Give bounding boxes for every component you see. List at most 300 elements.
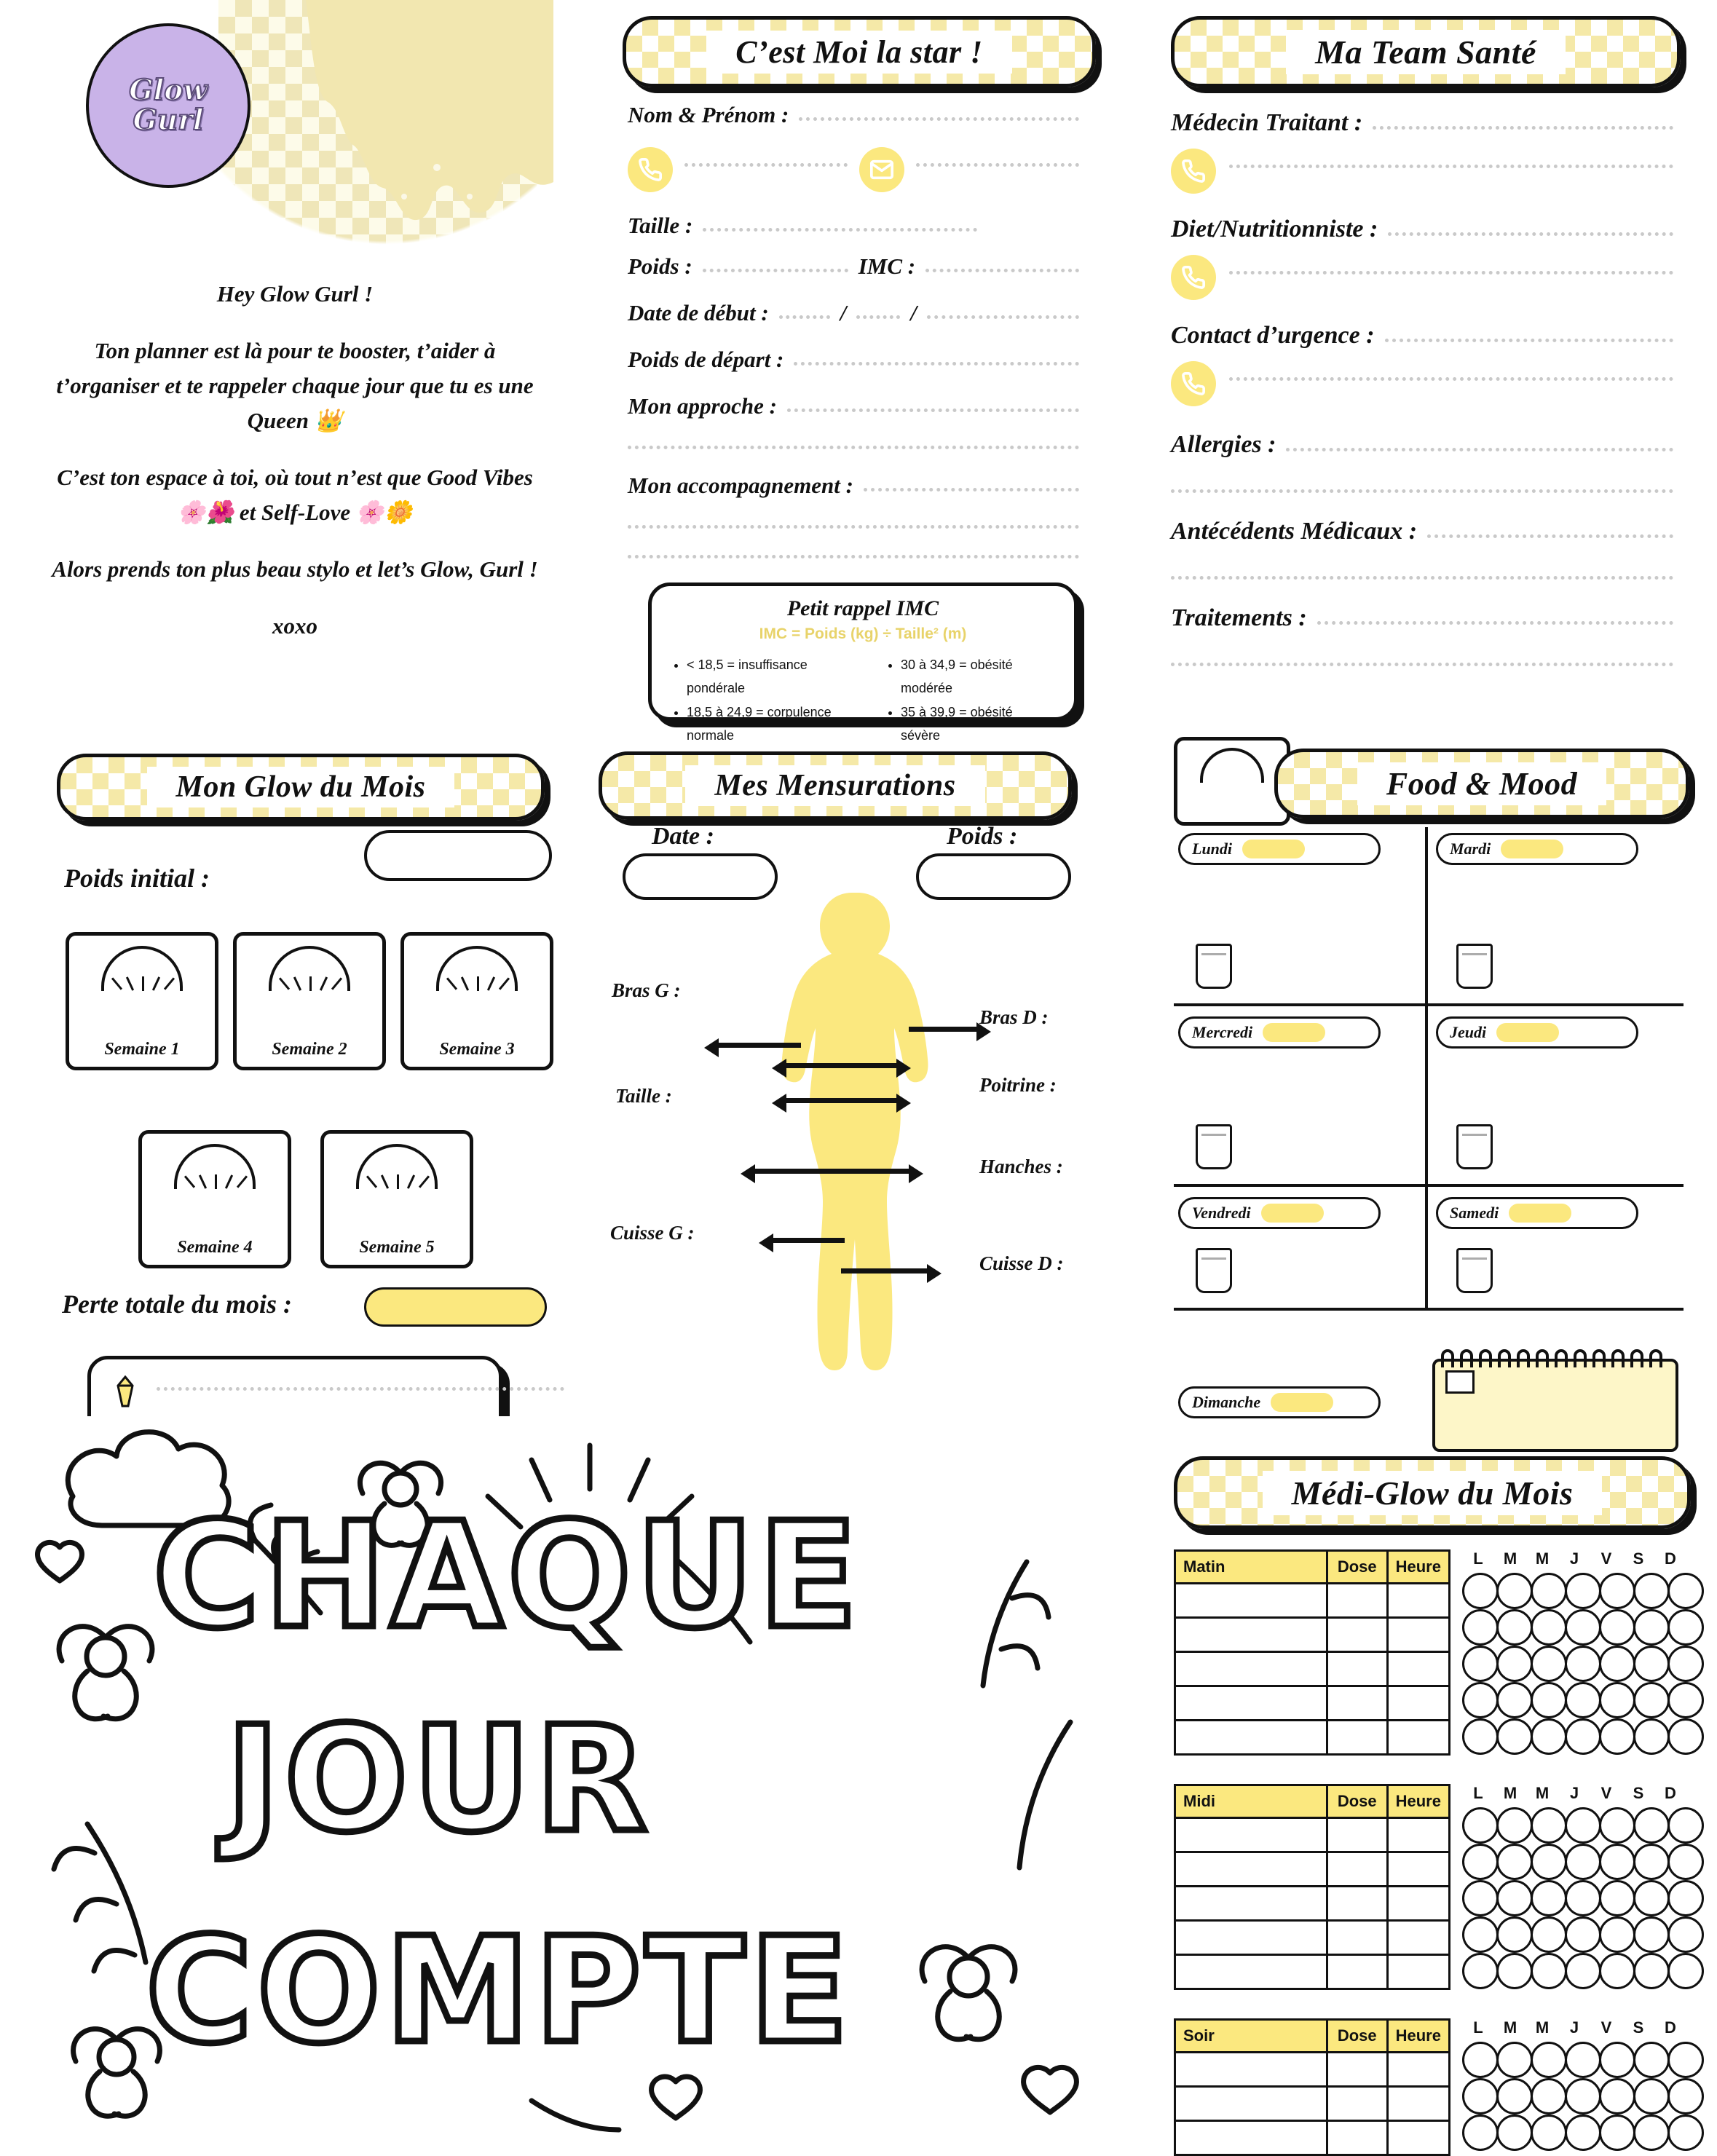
input-contact-urgence[interactable]	[1385, 339, 1673, 342]
team-form	[1171, 109, 1673, 666]
day-checkbox[interactable]	[1667, 2078, 1704, 2114]
label-imc: IMC :	[858, 253, 916, 279]
cell-name[interactable]	[1175, 1955, 1327, 1989]
field-traitements[interactable]	[1171, 604, 1673, 632]
field-contact-urgence[interactable]	[1171, 322, 1673, 350]
water-glass-icon[interactable]	[1196, 1248, 1232, 1293]
table-row[interactable]	[1175, 1955, 1450, 1989]
table-row[interactable]	[1175, 1686, 1450, 1721]
medi-midi-days[interactable]	[1462, 1784, 1702, 1989]
cell-heure[interactable]	[1387, 1921, 1449, 1955]
input-email[interactable]	[916, 163, 1079, 167]
day-checkbox[interactable]	[1496, 1718, 1533, 1755]
date-separator-2: /	[910, 300, 917, 325]
table-row[interactable]	[1175, 1818, 1450, 1852]
scale-week-4-label: Semaine 4	[177, 1238, 253, 1257]
scale-week-3[interactable]	[400, 932, 553, 1070]
day-checkbox[interactable]	[1462, 1844, 1499, 1880]
day-checkbox[interactable]	[1667, 1573, 1704, 1609]
phone-icon[interactable]	[1171, 255, 1216, 300]
scale-dial-icon	[436, 946, 518, 991]
day-checkbox[interactable]	[1531, 2114, 1567, 2151]
day-checkbox[interactable]	[1633, 1718, 1670, 1755]
day-chip-samedi[interactable]	[1436, 1197, 1638, 1229]
day-checkbox[interactable]	[1633, 1682, 1670, 1718]
cell-name[interactable]	[1175, 2087, 1327, 2121]
day-checkbox[interactable]	[1462, 1953, 1499, 1989]
scale-week-1-label: Semaine 1	[104, 1040, 180, 1059]
input-mon-approche-line-2[interactable]	[628, 446, 1079, 449]
arrow-cuisse-gauche	[772, 1238, 845, 1243]
day-checkbox[interactable]	[1667, 1646, 1704, 1682]
day-checkbox[interactable]	[1565, 1573, 1601, 1609]
day-letter-l: L	[1473, 1784, 1483, 1802]
day-checkbox[interactable]	[1531, 1880, 1567, 1916]
day-checkbox[interactable]	[1462, 1807, 1499, 1844]
day-checkbox[interactable]	[1496, 1646, 1533, 1682]
field-nom-prenom[interactable]	[628, 102, 1079, 128]
day-checkbox[interactable]	[1667, 1844, 1704, 1880]
arrow-poitrine	[785, 1063, 898, 1068]
cell-dose[interactable]	[1327, 2121, 1387, 2155]
day-checkbox[interactable]	[1667, 1953, 1704, 1989]
medi-table-matin[interactable]	[1174, 1549, 1450, 1756]
cell-dose[interactable]	[1327, 2087, 1387, 2121]
day-checkbox[interactable]	[1599, 1646, 1635, 1682]
medi-soir-header: Soir	[1175, 2020, 1327, 2053]
day-checkbox[interactable]	[1565, 2114, 1601, 2151]
day-checkbox[interactable]	[1496, 1573, 1533, 1609]
cell-heure[interactable]	[1387, 2087, 1449, 2121]
scale-week-5[interactable]	[320, 1130, 473, 1268]
input-date-month[interactable]	[856, 315, 900, 319]
imc-left-item-2: • 18,5 à 24,9 = corpulence normale	[687, 700, 867, 748]
checkbox-row[interactable]	[1462, 1953, 1702, 1989]
table-row[interactable]	[1175, 2053, 1450, 2087]
input-imc[interactable]	[925, 269, 1079, 272]
glow-du-mois-title: Mon Glow du Mois	[147, 767, 455, 807]
label-mon-approche: Mon approche :	[628, 393, 777, 419]
day-checkbox[interactable]	[1531, 1646, 1567, 1682]
imc-right-item-2: • 35 à 39,9 = obésité sévère	[901, 700, 1055, 748]
cell-heure[interactable]	[1387, 1852, 1449, 1887]
input-medecin-traitant[interactable]	[1373, 126, 1673, 130]
label-cuisse-gauche: Cuisse G :	[610, 1222, 695, 1244]
day-checkbox[interactable]	[1531, 1807, 1567, 1844]
day-input-mercredi[interactable]	[1263, 1023, 1325, 1042]
day-checkbox[interactable]	[1531, 1916, 1567, 1953]
input-allergies[interactable]	[1286, 448, 1673, 451]
cell-dose[interactable]	[1327, 2053, 1387, 2087]
day-label-mercredi: Mercredi	[1192, 1023, 1253, 1041]
day-checkbox[interactable]	[1496, 1916, 1533, 1953]
input-traitements-line-2[interactable]	[1171, 663, 1673, 666]
label-poids-depart: Poids de départ :	[628, 347, 784, 372]
day-checkbox[interactable]	[1531, 1573, 1567, 1609]
day-checkbox[interactable]	[1667, 1807, 1704, 1844]
cell-name[interactable]	[1175, 2121, 1327, 2155]
cell-heure[interactable]	[1387, 2053, 1449, 2087]
label-nom-prenom: Nom & Prénom :	[628, 102, 789, 127]
day-input-jeudi[interactable]	[1496, 1023, 1559, 1042]
input-traitements[interactable]	[1317, 621, 1673, 625]
input-diet-nutritionniste[interactable]	[1388, 232, 1673, 236]
day-label-lundi: Lundi	[1192, 840, 1233, 858]
day-checkbox[interactable]	[1565, 1880, 1601, 1916]
scale-week-5-label: Semaine 5	[359, 1238, 435, 1257]
day-checkbox[interactable]	[1599, 1953, 1635, 1989]
mail-icon[interactable]	[859, 147, 904, 192]
checkbox-row[interactable]	[1462, 1807, 1702, 1844]
table-row[interactable]	[1175, 1584, 1450, 1618]
input-phone[interactable]	[684, 163, 848, 167]
logo-line-2: Gurl	[133, 103, 204, 137]
cell-heure[interactable]	[1387, 1955, 1449, 1989]
cell-dose[interactable]	[1327, 1652, 1387, 1686]
label-bras-gauche: Bras G :	[612, 979, 681, 1001]
day-checkbox[interactable]	[1496, 1880, 1533, 1916]
day-checkbox[interactable]	[1667, 1916, 1704, 1953]
logo-badge	[86, 23, 250, 188]
poster-line-3: COMPTE	[146, 1906, 853, 2076]
perte-totale-label: Perte totale du mois :	[62, 1290, 292, 1319]
day-checkbox[interactable]	[1633, 2078, 1670, 2114]
day-checkbox[interactable]	[1633, 1807, 1670, 1844]
input-nom-prenom[interactable]	[799, 117, 1079, 121]
scale-week-3-label: Semaine 3	[439, 1040, 515, 1059]
cell-name[interactable]	[1175, 1887, 1327, 1921]
table-row[interactable]	[1175, 1652, 1450, 1686]
field-poids-imc[interactable]	[628, 253, 1079, 280]
day-checkbox[interactable]	[1462, 1573, 1499, 1609]
day-checkbox[interactable]	[1633, 1880, 1670, 1916]
day-checkbox[interactable]	[1667, 1609, 1704, 1646]
cell-dose[interactable]	[1327, 1852, 1387, 1887]
day-checkbox[interactable]	[1633, 1844, 1670, 1880]
checkbox-row[interactable]	[1462, 1646, 1702, 1682]
day-letter-d: D	[1665, 1784, 1676, 1802]
water-glass-icon[interactable]	[1456, 944, 1493, 989]
field-date-debut[interactable]	[628, 300, 1079, 326]
day-checkbox[interactable]	[1599, 1718, 1635, 1755]
day-checkbox[interactable]	[1496, 2042, 1533, 2078]
day-checkbox[interactable]	[1599, 1880, 1635, 1916]
table-row[interactable]	[1175, 1618, 1450, 1652]
input-date-year[interactable]	[927, 315, 1079, 319]
cell-dose[interactable]	[1327, 1721, 1387, 1755]
scale-week-2[interactable]	[233, 932, 386, 1070]
medi-table-soir[interactable]	[1174, 2018, 1450, 2156]
medi-midi-header: Midi	[1175, 1785, 1327, 1818]
day-chip-lundi[interactable]	[1178, 833, 1381, 865]
day-checkbox[interactable]	[1565, 1916, 1601, 1953]
cell-heure[interactable]	[1387, 1721, 1449, 1755]
day-letter-j: J	[1569, 1784, 1579, 1802]
checkbox-row[interactable]	[1462, 2114, 1702, 2151]
cell-dose[interactable]	[1327, 1921, 1387, 1955]
water-glass-icon[interactable]	[1456, 1248, 1493, 1293]
cell-dose[interactable]	[1327, 1686, 1387, 1721]
day-checkbox[interactable]	[1599, 1573, 1635, 1609]
field-mon-accompagnement[interactable]	[628, 473, 1079, 499]
notepad-icon[interactable]	[1432, 1359, 1678, 1452]
section-banner-mensurations	[599, 751, 1072, 820]
checkbox-row[interactable]	[1462, 1573, 1702, 1609]
cell-heure[interactable]	[1387, 1618, 1449, 1652]
day-checkbox[interactable]	[1531, 2078, 1567, 2114]
day-checkbox[interactable]	[1667, 1718, 1704, 1755]
row-urgence-phone[interactable]	[1171, 361, 1673, 406]
scale-dial-icon	[101, 946, 183, 991]
day-checkbox[interactable]	[1667, 2114, 1704, 2151]
day-checkbox[interactable]	[1667, 1880, 1704, 1916]
cell-dose[interactable]	[1327, 1584, 1387, 1618]
cell-heure[interactable]	[1387, 1887, 1449, 1921]
day-checkbox[interactable]	[1599, 1916, 1635, 1953]
cell-name[interactable]	[1175, 1584, 1327, 1618]
table-row[interactable]	[1175, 1721, 1450, 1755]
cell-dose[interactable]	[1327, 1618, 1387, 1652]
scale-dial-icon	[174, 1144, 256, 1189]
day-checkbox[interactable]	[1496, 1807, 1533, 1844]
day-checkbox[interactable]	[1565, 2042, 1601, 2078]
day-checkbox[interactable]	[1462, 1916, 1499, 1953]
medi-matin-days[interactable]	[1462, 1549, 1702, 1755]
input-date-day[interactable]	[779, 315, 830, 319]
field-antecedents[interactable]	[1171, 518, 1673, 545]
day-checkbox[interactable]	[1599, 2042, 1635, 2078]
input-mon-accompagnement-line-3[interactable]	[628, 555, 1079, 558]
day-chip-jeudi[interactable]	[1436, 1016, 1638, 1049]
cell-name[interactable]	[1175, 1686, 1327, 1721]
day-checkbox[interactable]	[1565, 1807, 1601, 1844]
day-checkbox[interactable]	[1462, 1718, 1499, 1755]
table-row[interactable]	[1175, 1921, 1450, 1955]
water-glass-icon[interactable]	[1456, 1124, 1493, 1169]
day-checkbox[interactable]	[1565, 1953, 1601, 1989]
cell-name[interactable]	[1175, 1818, 1327, 1852]
day-checkbox[interactable]	[1496, 1953, 1533, 1989]
day-checkbox[interactable]	[1462, 2078, 1499, 2114]
day-checkbox[interactable]	[1565, 1646, 1601, 1682]
input-urgence-phone[interactable]	[1229, 377, 1673, 381]
label-bras-droit: Bras D :	[979, 1006, 1049, 1028]
input-mon-accompagnement-line-2[interactable]	[628, 525, 1079, 529]
day-label-mardi: Mardi	[1450, 840, 1491, 858]
body-silhouette	[743, 887, 983, 1440]
day-checkbox[interactable]	[1633, 2042, 1670, 2078]
checkbox-row[interactable]	[1462, 1718, 1702, 1755]
day-letters-header	[1462, 2018, 1702, 2037]
cell-heure[interactable]	[1387, 1686, 1449, 1721]
day-letter-s: S	[1633, 1784, 1644, 1802]
poids-initial-input[interactable]	[364, 830, 552, 881]
medi-soir-days[interactable]	[1462, 2018, 1702, 2151]
input-taille[interactable]	[703, 228, 977, 232]
day-checkbox[interactable]	[1531, 2042, 1567, 2078]
cell-heure[interactable]	[1387, 1652, 1449, 1686]
day-checkbox[interactable]	[1565, 1682, 1601, 1718]
day-chip-mercredi[interactable]	[1178, 1016, 1381, 1049]
table-row[interactable]	[1175, 2121, 1450, 2155]
water-glass-icon[interactable]	[1196, 944, 1232, 989]
day-checkbox[interactable]	[1462, 2114, 1499, 2151]
day-checkbox[interactable]	[1496, 2078, 1533, 2114]
field-poids-depart[interactable]	[628, 347, 1079, 373]
day-input-lundi[interactable]	[1242, 840, 1305, 858]
day-letter-m2: M	[1535, 1549, 1550, 1568]
section-banner-food-mood	[1274, 749, 1689, 818]
phone-icon[interactable]	[1171, 361, 1216, 406]
poster-line-1: CHAQUE	[153, 1491, 862, 1661]
section-banner-cest-moi-la-star	[623, 16, 1096, 87]
day-checkbox[interactable]	[1565, 1844, 1601, 1880]
medi-glow-title: Médi-Glow du Mois	[1263, 1471, 1603, 1515]
cell-name[interactable]	[1175, 1721, 1327, 1755]
checkbox-row[interactable]	[1462, 1916, 1702, 1953]
table-row[interactable]	[1175, 1852, 1450, 1887]
cell-dose[interactable]	[1327, 1955, 1387, 1989]
cell-dose[interactable]	[1327, 1818, 1387, 1852]
section-banner-medi-glow	[1174, 1456, 1691, 1529]
cell-name[interactable]	[1175, 1652, 1327, 1686]
day-checkbox[interactable]	[1599, 1609, 1635, 1646]
input-diet-phone[interactable]	[1229, 271, 1673, 275]
day-checkbox[interactable]	[1599, 1807, 1635, 1844]
phone-icon[interactable]	[1171, 149, 1216, 194]
input-poids-depart[interactable]	[794, 362, 1079, 366]
day-letter-m1: M	[1503, 2018, 1517, 2037]
day-checkbox[interactable]	[1599, 1682, 1635, 1718]
day-checkbox[interactable]	[1531, 1844, 1567, 1880]
day-checkbox[interactable]	[1667, 2042, 1704, 2078]
day-checkbox[interactable]	[1531, 1609, 1567, 1646]
day-checkbox[interactable]	[1599, 2078, 1635, 2114]
day-checkbox[interactable]	[1667, 1682, 1704, 1718]
phone-icon[interactable]	[628, 147, 673, 192]
day-checkbox[interactable]	[1531, 1953, 1567, 1989]
day-checkbox[interactable]	[1565, 2078, 1601, 2114]
label-allergies: Allergies :	[1171, 431, 1276, 458]
checkbox-row[interactable]	[1462, 1609, 1702, 1646]
input-allergies-line-2[interactable]	[1171, 489, 1673, 493]
field-taille[interactable]	[628, 213, 977, 239]
medi-midi-heure-header: Heure	[1387, 1785, 1449, 1818]
day-checkbox[interactable]	[1531, 1682, 1567, 1718]
note-line-1	[157, 1387, 564, 1391]
cell-heure[interactable]	[1387, 2121, 1449, 2155]
row-diet-phone[interactable]	[1171, 255, 1673, 300]
cell-name[interactable]	[1175, 1618, 1327, 1652]
medi-table-midi[interactable]	[1174, 1784, 1450, 1990]
field-medecin-traitant[interactable]	[1171, 109, 1673, 137]
day-checkbox[interactable]	[1633, 2114, 1670, 2151]
medi-soir-dose-header: Dose	[1327, 2020, 1387, 2053]
day-letter-d: D	[1665, 2018, 1676, 2037]
table-row[interactable]	[1175, 2087, 1450, 2121]
day-letter-m2: M	[1535, 1784, 1550, 1802]
field-allergies[interactable]	[1171, 431, 1673, 459]
day-checkbox[interactable]	[1496, 1682, 1533, 1718]
input-poids[interactable]	[703, 269, 848, 272]
day-letter-m2: M	[1535, 2018, 1550, 2037]
label-taille: Taille :	[615, 1085, 672, 1107]
day-checkbox[interactable]	[1633, 1573, 1670, 1609]
cell-heure[interactable]	[1387, 1818, 1449, 1852]
field-diet-nutritionniste[interactable]	[1171, 216, 1673, 243]
checkbox-row[interactable]	[1462, 1880, 1702, 1916]
notepad-spiral-icon	[1432, 1343, 1673, 1372]
day-checkbox[interactable]	[1462, 1682, 1499, 1718]
cell-dose[interactable]	[1327, 1887, 1387, 1921]
day-checkbox[interactable]	[1462, 1880, 1499, 1916]
day-input-vendredi[interactable]	[1261, 1204, 1324, 1223]
input-mon-accompagnement[interactable]	[864, 488, 1079, 491]
day-input-mardi[interactable]	[1501, 840, 1563, 858]
star-title: C’est Moi la star !	[706, 31, 1012, 74]
welcome-paragraph-2: C’est ton espace à toi, où tout n’est que Good Vibes 🌸🌺 et Self-Love 🌸🌼	[57, 465, 533, 526]
day-checkbox[interactable]	[1531, 1718, 1567, 1755]
table-row[interactable]	[1175, 1887, 1450, 1921]
day-checkbox[interactable]	[1565, 1609, 1601, 1646]
day-checkbox[interactable]	[1599, 1844, 1635, 1880]
perte-totale-input[interactable]	[364, 1287, 547, 1327]
day-checkbox[interactable]	[1599, 2114, 1635, 2151]
day-chip-vendredi[interactable]	[1178, 1197, 1381, 1229]
arrow-hanches	[754, 1169, 910, 1174]
arrow-cuisse-droite	[841, 1268, 928, 1274]
checkbox-row[interactable]	[1462, 1682, 1702, 1718]
day-input-samedi[interactable]	[1509, 1204, 1571, 1223]
input-medecin-phone[interactable]	[1229, 165, 1673, 168]
day-checkbox[interactable]	[1633, 1609, 1670, 1646]
cell-name[interactable]	[1175, 2053, 1327, 2087]
cell-name[interactable]	[1175, 1921, 1327, 1955]
day-checkbox[interactable]	[1496, 2114, 1533, 2151]
water-glass-icon[interactable]	[1196, 1124, 1232, 1169]
coloring-poster	[22, 1416, 1143, 2145]
cell-name[interactable]	[1175, 1852, 1327, 1887]
day-chip-mardi[interactable]	[1436, 833, 1638, 865]
scale-week-4[interactable]	[138, 1130, 291, 1268]
poids-initial-label: Poids initial :	[64, 864, 210, 893]
checkbox-row[interactable]	[1462, 2078, 1702, 2114]
arrow-bras-gauche	[717, 1043, 801, 1048]
checkbox-row[interactable]	[1462, 2042, 1702, 2078]
input-antecedents[interactable]	[1427, 534, 1673, 538]
scale-week-1[interactable]	[66, 932, 218, 1070]
field-mon-approche[interactable]	[628, 393, 1079, 419]
day-checkbox[interactable]	[1462, 1609, 1499, 1646]
checkbox-row[interactable]	[1462, 1844, 1702, 1880]
day-chip-dimanche[interactable]	[1178, 1386, 1381, 1418]
day-checkbox[interactable]	[1633, 1953, 1670, 1989]
row-medecin-phone[interactable]	[1171, 149, 1673, 194]
day-checkbox[interactable]	[1462, 1646, 1499, 1682]
day-checkbox[interactable]	[1496, 1609, 1533, 1646]
input-mon-approche[interactable]	[787, 408, 1079, 412]
day-checkbox[interactable]	[1462, 2042, 1499, 2078]
arrow-taille	[785, 1098, 898, 1103]
cell-heure[interactable]	[1387, 1584, 1449, 1618]
day-checkbox[interactable]	[1633, 1646, 1670, 1682]
input-antecedents-line-2[interactable]	[1171, 576, 1673, 580]
day-checkbox[interactable]	[1633, 1916, 1670, 1953]
day-input-dimanche[interactable]	[1271, 1393, 1333, 1412]
day-checkbox[interactable]	[1496, 1844, 1533, 1880]
mensurations-date-label: Date :	[652, 823, 714, 850]
day-checkbox[interactable]	[1565, 1718, 1601, 1755]
